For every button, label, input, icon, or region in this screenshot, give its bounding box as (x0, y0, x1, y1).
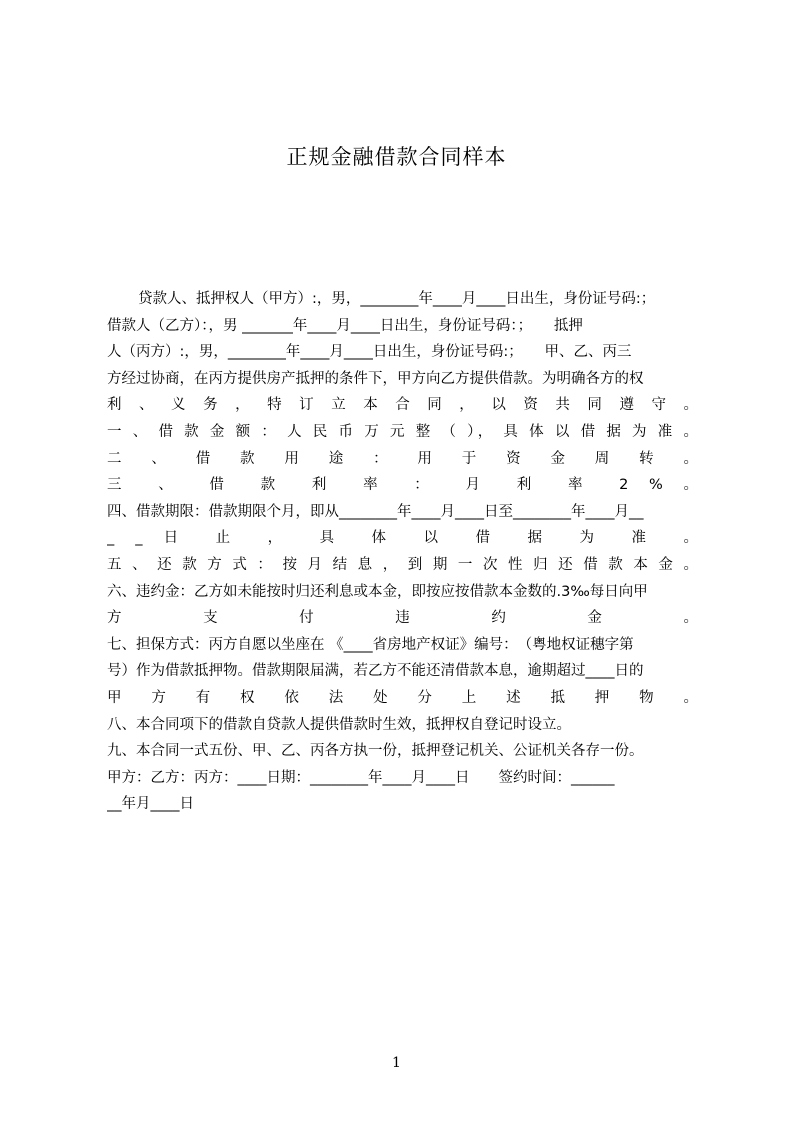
clause-4-term-cont: _ _ 日 止 ， 具 体 以 借 据 为 准 。 (107, 530, 698, 547)
paragraph-line: 人（丙方）:，男，________年____月____日出生，身份证号码:； 甲、乙、丙三 (107, 344, 632, 361)
paragraph-line: 方经过协商，在丙方提供房产抵押的条件下，甲方向乙方提供借款。为明确各方的权 (107, 370, 644, 387)
paragraph-line: 利 、 义 务 ， 特 订 立 本 合 同 ， 以 资 共 同 遵 守 。 (107, 397, 698, 414)
clause-4-term: 四、借款期限：借款期限个月，即从________年____月____日至________年____月__ (107, 503, 644, 520)
clause-7-guarantee-cont: 甲 方 有 权 依 法 处 分 上 述 抵 押 物 。 (107, 689, 698, 706)
paragraph-line: 借款人（乙方）：，男 _______年____月____日出生，身份证号码：； 抵押 (107, 317, 583, 334)
clause-6-penalty-cont: 方 支 付 违 约 金 。 (107, 610, 698, 627)
clause-2-purpose: 二 、 借 款 用 途 ： 用 于 资 金 周 转 。 (107, 450, 698, 467)
clause-1-amount: 一 、 借 款 金 额 ： 人 民 币 万 元 整 （ ）， 具 体 以 借 据 为 准 。 (107, 423, 698, 440)
signature-line: 甲方：乙方：丙方：____日期：________年____月____日 签约时间：______ (107, 769, 615, 786)
clause-8-effect: 八、本合同项下的借款自贷款人提供借款时生效，抵押权自登记时设立。 (107, 716, 571, 733)
clause-5-repayment: 五 、 还 款 方 式 ： 按 月 结 息 ， 到 期 一 次 性 归 还 借 款 本 金 。 (107, 556, 698, 573)
clause-7-guarantee-cont: 号）作为借款抵押物。借款期限届满，若乙方不能还清借款本息，逾期超过____日的 (107, 663, 644, 680)
clause-6-penalty: 六、违约金：乙方如未能按时归还利息或本金，即按应按借款本金数的.3‰每日向甲 (107, 583, 648, 600)
clause-9-copies: 九、本合同一式五份、甲、乙、丙各方执一份，抵押登记机关、公证机关各存一份。 (107, 743, 644, 760)
paragraph-line: 贷款人、抵押权人（甲方）:，男，________年____月____日出生，身份证号码:； (138, 291, 656, 307)
signature-line-cont: __年月____日 (107, 796, 194, 813)
clause-7-guarantee: 七、担保方式：丙方自愿以坐座在 《____省房地产权证》编号： （粤地权证穗字第 (107, 636, 634, 653)
page-number: 1 (392, 1055, 401, 1071)
clause-3-rate: 三 、 借 款 利 率 ： 月 利 率 2 % 。 (107, 477, 698, 494)
contract-body (107, 286, 698, 818)
document-title: 正规金融借款合同样本 (286, 145, 507, 169)
